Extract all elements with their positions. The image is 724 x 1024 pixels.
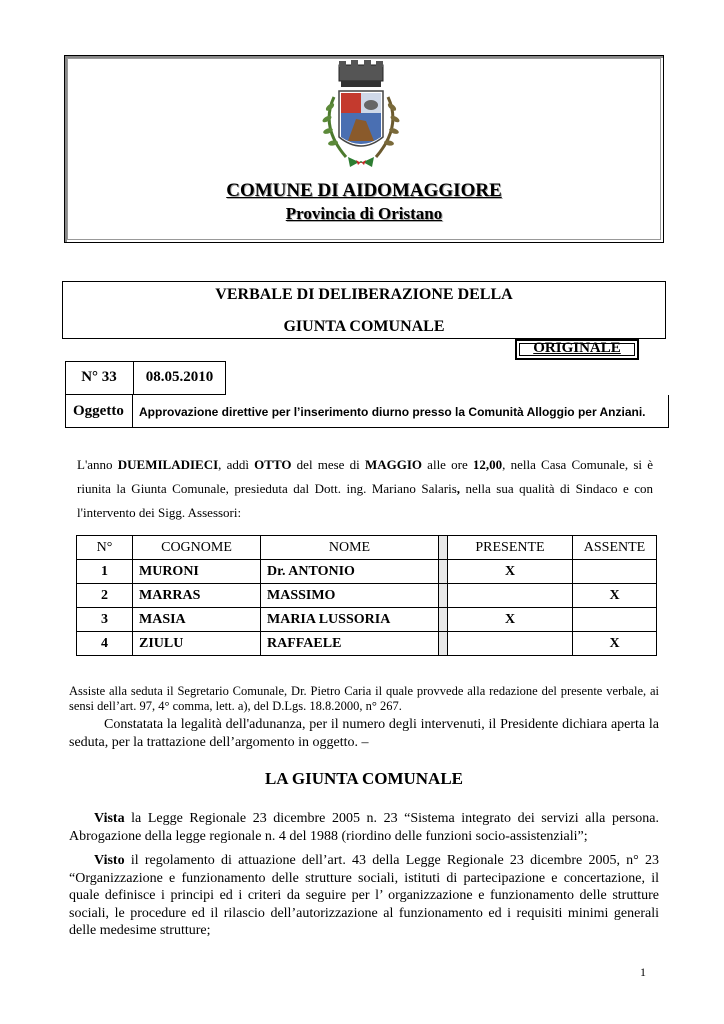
row-number: 3 [77,608,133,632]
col-header-n: N° [77,536,133,560]
original-stamp: ORIGINALE [533,340,621,356]
row-cognome: MARRAS [133,584,261,608]
verbale-title-line1: VERBALE DI DELIBERAZIONE DELLA [215,286,513,303]
row-spacer [439,632,448,656]
visto-paragraph: Visto il regolamento di attuazione dell’art. 43 della Legge Regionale 23 dicembre 2005, n° 23 “Organizzazione e funzionamento delle strutture sociali, istituti di partecipazione e concertazione, il quale definisce i principi ed i criteri da seguire per l’ organizzazione e funzionamento delle strutture sociali, le procedure ed il rilascio dell’autorizzazione al funzionamento ed i requisiti minimi generali delle medesime strutture; [69,853,659,938]
row-presente [448,584,573,608]
provincia-subtitle: Provincia di Oristano [285,204,443,223]
assiste-paragraph: Assiste alla seduta il Segretario Comunale, Dr. Pietro Caria il quale provvede alla redazione del presente verbale, ai sensi dell’art. 97, 4° comma, lett. a), del D.Lgs. 18.8.2000, n° 267. [69,684,659,713]
oggetto-label: Oggetto [73,403,124,419]
page-number: 1 [640,965,646,979]
row-presente [448,632,573,656]
row-cognome: ZIULU [133,632,261,656]
delibera-number: N° 33 [81,369,117,385]
table-header-row [77,536,657,560]
col-header-nome: NOME [261,536,439,560]
intro-paragraph: L'anno DUEMILADIECI, addì OTTO del mese di MAGGIO alle ore 12,00, nella Casa Comunale, si è riunita la Giunta Comunale, presieduta dal Dott. ing. Mariano Salaris, nella sua qualità di Sindaco e con l'intervento dei Sigg. Assessori: [77,457,653,520]
row-nome: MASSIMO [261,584,439,608]
row-spacer [439,584,448,608]
comune-title: COMUNE DI AIDOMAGGIORE [226,180,502,201]
vista-paragraph: Vista la Legge Regionale 23 dicembre 2005 n. 23 “Sistema integrato dei servizi alla persona. Abrogazione della legge regionale n. 4 del 1988 (riordino delle funzioni socio-assistenziali”; [69,811,659,844]
row-nome: Dr. ANTONIO [261,560,439,584]
giunta-heading: LA GIUNTA COMUNALE [264,769,464,788]
row-spacer [439,608,448,632]
attendance-table [76,535,657,656]
col-header-spacer [439,536,448,560]
row-presente: X [448,608,573,632]
table-row [77,584,657,608]
table-row [77,608,657,632]
row-assente [573,560,657,584]
constatata-paragraph: Constatata la legalità dell'adunanza, per il numero degli intervenuti, il Presidente dichiara aperta la seduta, per la trattazione dell’argomento in oggetto. – [69,717,659,750]
row-nome: MARIA LUSSORIA [261,608,439,632]
row-assente: X [573,632,657,656]
row-assente: X [573,584,657,608]
table-row [77,560,657,584]
table-row [77,632,657,656]
row-assente [573,608,657,632]
delibera-date: 08.05.2010 [145,369,214,385]
row-nome: RAFFAELE [261,632,439,656]
col-header-presente: PRESENTE [448,536,573,560]
row-presente: X [448,560,573,584]
verbale-title-line2: GIUNTA COMUNALE [283,318,445,335]
oggetto-text: Approvazione direttive per l’inserimento diurno presso la Comunità Alloggio per Anziani. [139,405,646,419]
oggetto-divider [132,395,133,428]
row-number: 2 [77,584,133,608]
row-number: 1 [77,560,133,584]
row-spacer [439,560,448,584]
row-cognome: MURONI [133,560,261,584]
col-header-cognome: COGNOME [133,536,261,560]
col-header-assente: ASSENTE [573,536,657,560]
row-number: 4 [77,632,133,656]
row-cognome: MASIA [133,608,261,632]
municipal-crest-icon [306,57,416,175]
